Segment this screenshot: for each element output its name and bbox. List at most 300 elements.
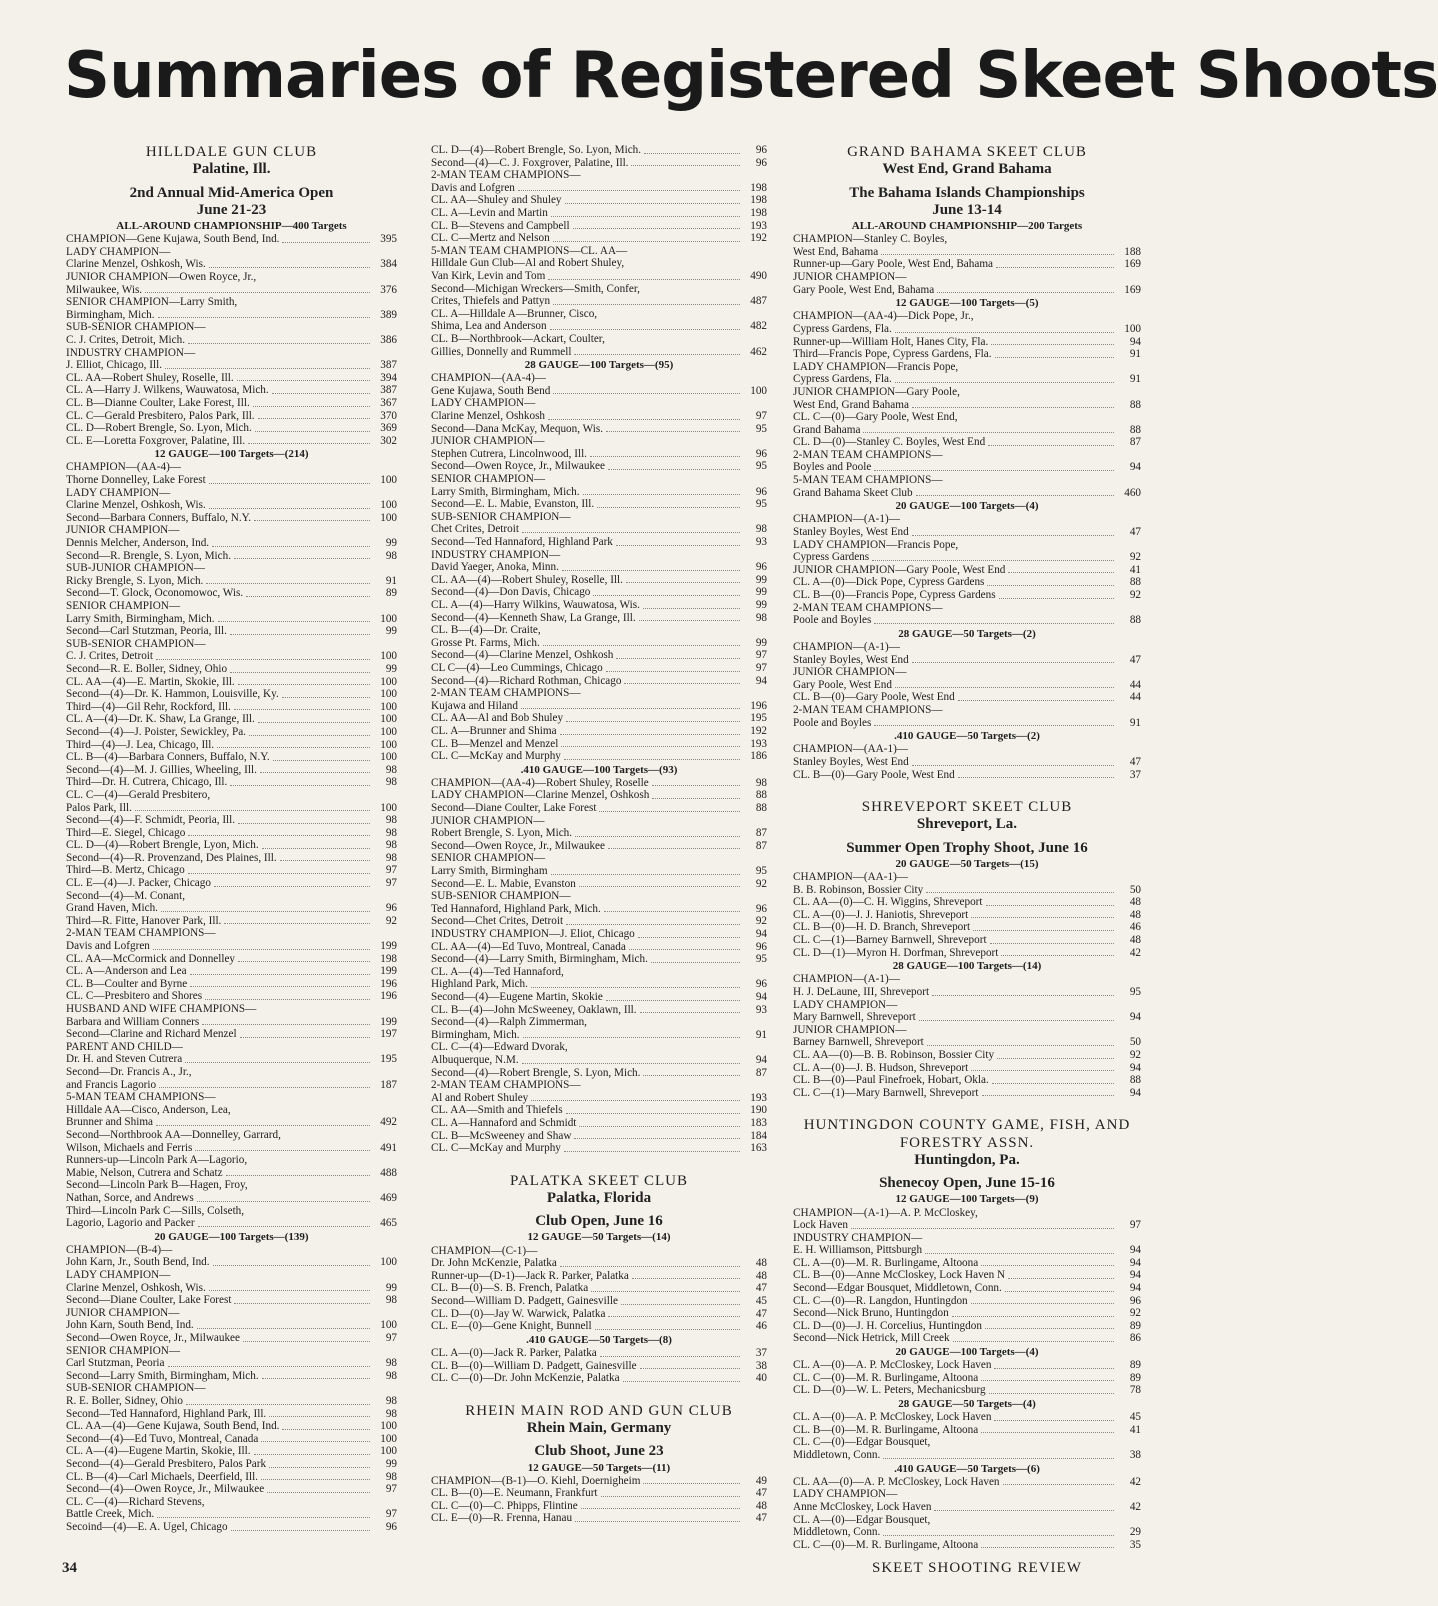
dot-leader	[997, 1058, 1114, 1059]
result-score: 29	[1129, 1526, 1141, 1539]
result-text: Battle Creek, Mich.	[66, 1508, 155, 1521]
result-line	[66, 1179, 397, 1192]
result-line	[66, 1496, 397, 1509]
dot-leader	[643, 608, 740, 609]
dot-leader	[608, 1316, 740, 1317]
result-text: Second—Dr. Francis A., Jr.,	[66, 1065, 192, 1078]
result-score: 465	[380, 1217, 397, 1230]
result-score: 96	[755, 940, 767, 953]
dot-leader	[981, 1432, 1114, 1433]
dot-leader	[874, 725, 1114, 726]
result-text: Second—Nick Hetrick, Mill Creek	[793, 1332, 950, 1345]
result-line	[793, 564, 1141, 577]
result-text: JUNIOR CHAMPION—Gary Poole, West End	[793, 563, 1006, 576]
dot-leader	[981, 1380, 1114, 1381]
result-line	[793, 1526, 1141, 1539]
result-text: CL. B—(0)—Gary Poole, West End	[793, 768, 955, 781]
result-line	[431, 903, 767, 916]
result-text: CL. C—(0)—C. Phipps, Flintine	[431, 1499, 578, 1512]
result-line	[66, 802, 397, 815]
result-text: Second—Owen Royce, Jr., Milwaukee	[431, 839, 605, 852]
result-line	[431, 144, 767, 157]
result-text: CL. B—(4)—Carl Michaels, Deerfield, Ill.	[66, 1470, 259, 1483]
club-name: GRAND BAHAMA SKEET CLUB	[847, 144, 1087, 160]
result-line	[431, 1270, 767, 1283]
dot-leader	[156, 1125, 370, 1126]
result-text: INDUSTRY CHAMPION—	[66, 346, 196, 359]
result-score: 35	[1129, 1538, 1141, 1551]
result-text: C. J. Crites, Detroit, Mich.	[66, 333, 186, 346]
result-text: 2-MAN TEAM CHAMPIONS—	[66, 927, 216, 940]
result-line	[793, 1436, 1141, 1449]
dot-leader	[234, 558, 370, 559]
result-text: CL. D—(4)—Robert Brengle, So. Lyon, Mich.	[431, 144, 642, 156]
result-line	[66, 296, 397, 309]
result-score: 193	[750, 737, 767, 750]
dot-leader	[158, 317, 370, 318]
result-text: Third—E. Siegel, Chicago	[66, 826, 186, 839]
result-score: 92	[385, 914, 397, 927]
result-text: Anne McCloskey, Lock Haven	[793, 1500, 932, 1513]
club-date: June 21-23	[196, 201, 267, 218]
result-line	[793, 1372, 1141, 1385]
result-line	[431, 1487, 767, 1500]
result-score: 302	[380, 434, 397, 447]
result-score: 199	[380, 940, 397, 953]
result-text: Second—T. Glock, Oconomowoc, Wis.	[66, 587, 244, 600]
result-text: CL. AA—Smith and Thiefels	[431, 1104, 563, 1117]
result-text: Second—(4)—M. Conant,	[66, 889, 186, 902]
result-text: Second—(4)—Ralph Zimmerman,	[431, 1016, 587, 1029]
result-text: CL. E—(0)—Gene Knight, Bunnell	[431, 1320, 592, 1333]
result-line	[66, 978, 397, 991]
result-line	[431, 1130, 767, 1143]
result-text: CHAMPION—(A-1)—	[793, 973, 900, 986]
result-score: 188	[1124, 245, 1141, 258]
result-text: David Yaeger, Anoka, Minn.	[431, 561, 559, 574]
result-line	[793, 1449, 1141, 1462]
result-line	[793, 614, 1141, 627]
dot-leader	[639, 620, 740, 621]
result-score: 89	[1129, 1359, 1141, 1372]
result-score: 482	[750, 320, 767, 333]
result-text: Ted Hannaford, Highland Park, Mich.	[431, 902, 601, 915]
result-line	[793, 348, 1141, 361]
result-line	[66, 751, 397, 764]
dot-leader	[238, 961, 370, 962]
result-line	[793, 1476, 1141, 1489]
result-score: 98	[385, 1369, 397, 1382]
dot-leader	[197, 1328, 370, 1329]
result-score: 87	[1129, 436, 1141, 449]
result-line	[431, 1282, 767, 1295]
result-score: 370	[380, 409, 397, 422]
result-score: 98	[755, 611, 767, 624]
result-score: 92	[755, 915, 767, 928]
result-line	[431, 991, 767, 1004]
dot-leader	[987, 585, 1114, 586]
result-text: Stanley Boyles, West End	[793, 755, 909, 768]
result-line	[66, 1332, 397, 1345]
result-score: 163	[750, 1142, 767, 1155]
result-score: 100	[380, 751, 397, 764]
result-text: Second—Ted Hannaford, Highland Park, Ill.	[66, 1407, 267, 1420]
club-event: The Bahama Islands Championships	[849, 184, 1085, 201]
result-text: CHAMPION—(A-1)—	[793, 513, 900, 526]
result-line	[793, 896, 1141, 909]
result-line	[66, 1256, 397, 1269]
result-text: CL. A—(0)—Jack R. Parker, Palatka	[431, 1346, 597, 1359]
club-block	[431, 1403, 767, 1525]
result-line	[793, 539, 1141, 552]
result-line	[793, 386, 1141, 399]
dot-leader	[632, 1278, 740, 1279]
result-text: Second—Diane Coulter, Lake Forest	[66, 1294, 232, 1307]
result-line	[793, 1384, 1141, 1397]
dot-leader	[205, 999, 370, 1000]
dot-leader	[981, 1265, 1114, 1266]
dot-leader	[260, 772, 370, 773]
result-line	[66, 940, 397, 953]
result-line	[66, 1294, 397, 1307]
section-heading: 20 GAUGE—100 Targets—(4)	[895, 500, 1039, 513]
club-name: PALATKA SKEET CLUB	[509, 1172, 689, 1189]
result-line	[66, 663, 397, 676]
result-score: 94	[755, 1053, 767, 1066]
result-line	[431, 675, 767, 688]
result-text: CL. A—Hilldale A—Brunner, Cisco,	[431, 307, 598, 320]
result-line	[66, 334, 397, 347]
result-score: 100	[380, 511, 397, 524]
result-line	[793, 284, 1141, 297]
result-score: 47	[1129, 526, 1141, 539]
dot-leader	[168, 1366, 371, 1367]
result-line	[431, 599, 767, 612]
dot-leader	[927, 1045, 1114, 1046]
result-line	[66, 1028, 397, 1041]
column-2	[431, 144, 767, 1543]
result-line	[66, 271, 397, 284]
result-line	[793, 1232, 1141, 1245]
dot-leader	[273, 760, 370, 761]
result-score: 94	[1129, 1244, 1141, 1257]
result-line	[793, 1049, 1141, 1062]
result-text: Davis and Lofgren	[66, 940, 150, 953]
result-text: CL. B—Northbrook—Ackart, Coulter,	[431, 332, 605, 345]
result-text: CL. A—Harry J. Wilkens, Wauwatosa, Mich.	[66, 384, 269, 397]
result-line	[431, 777, 767, 790]
result-line	[66, 1079, 397, 1092]
result-text: Grand Bahama	[793, 423, 861, 436]
result-text: CL. AA—(0)—A. P. McCloskey, Lock Haven	[793, 1475, 1000, 1488]
dot-leader	[937, 292, 1114, 293]
result-line	[431, 333, 767, 346]
result-line	[793, 336, 1141, 349]
result-line	[66, 688, 397, 701]
result-text: 5-MAN TEAM CHAMPIONS—	[793, 474, 943, 487]
result-line	[66, 1370, 397, 1383]
result-score: 92	[1129, 551, 1141, 564]
result-line	[431, 1079, 767, 1092]
result-text: CL. C—(0)—Dr. John McKenzie, Palatka	[431, 1372, 620, 1385]
result-text: Hilldale AA—Cisco, Anderson, Lea,	[66, 1103, 231, 1116]
result-text: CL. AA—(4)—Robert Shuley, Roselle, Ill.	[431, 573, 623, 586]
result-text: 2-MAN TEAM CHAMPIONS—	[793, 448, 943, 461]
result-text: Runner-up—Gary Poole, West End, Bahama	[793, 258, 994, 271]
result-line	[793, 411, 1141, 424]
result-line	[793, 513, 1141, 526]
result-line	[66, 814, 397, 827]
result-line	[793, 1207, 1141, 1220]
result-line	[793, 1359, 1141, 1372]
result-score: 98	[385, 826, 397, 839]
result-text: CL. C—(1)—Barney Barnwell, Shreveport	[793, 934, 987, 946]
result-line	[66, 435, 397, 448]
section-heading: 28 GAUGE—50 Targets—(4)	[898, 1398, 1036, 1410]
result-line	[66, 1307, 397, 1320]
dot-leader	[190, 986, 370, 987]
dot-leader	[551, 874, 740, 875]
result-score: 460	[1124, 486, 1141, 499]
result-score: 100	[380, 713, 397, 726]
result-line	[793, 1257, 1141, 1270]
result-score: 389	[380, 308, 397, 321]
result-score: 376	[380, 283, 397, 296]
dot-leader	[566, 1113, 740, 1114]
result-line	[431, 372, 767, 385]
result-text: Larry Smith, Birmingham, Mich.	[66, 612, 215, 625]
result-line	[793, 373, 1141, 386]
result-score: 91	[755, 1028, 767, 1041]
result-line	[66, 1319, 397, 1332]
result-line	[431, 1308, 767, 1321]
result-line	[431, 827, 767, 840]
result-score: 94	[1129, 1282, 1141, 1295]
dot-leader	[874, 623, 1114, 624]
result-text: Second—(4)—Larry Smith, Birmingham, Mich.	[431, 953, 648, 966]
result-line	[66, 650, 397, 663]
result-score: 93	[755, 1003, 767, 1016]
result-text: PARENT AND CHILD—	[66, 1040, 183, 1053]
result-score: 98	[385, 1395, 397, 1407]
result-text: Barbara and William Conners	[66, 1015, 200, 1028]
result-text: CL. A—(0)—A. P. McCloskey, Lock Haven	[793, 1411, 992, 1424]
result-line	[431, 966, 767, 979]
result-text: 5-MAN TEAM CHAMPIONS—	[66, 1091, 216, 1104]
dot-leader	[262, 1378, 370, 1379]
dot-leader	[217, 747, 370, 748]
result-text: Birmingham, Mich.	[431, 1028, 520, 1041]
result-score: 88	[1129, 1074, 1141, 1087]
result-score: 44	[1129, 678, 1141, 691]
result-score: 97	[385, 1483, 397, 1496]
result-line	[66, 587, 397, 600]
result-text: Clarine Menzel, Oshkosh, Wis.	[66, 499, 206, 512]
result-score: 92	[1129, 589, 1141, 601]
result-score: 94	[1129, 1086, 1141, 1099]
result-text: Cypress Gardens, Fla.	[793, 322, 892, 335]
dot-leader	[230, 634, 370, 635]
result-text: CL. B—(0)—H. D. Branch, Shreveport	[793, 921, 971, 934]
dot-leader	[261, 1479, 370, 1480]
club-block	[66, 144, 397, 1534]
result-text: Third—(4)—J. Lea, Chicago, Ill.	[66, 738, 215, 751]
result-score: 40	[755, 1372, 767, 1385]
section-heading: 12 GAUGE—100 Targets—(5)	[895, 297, 1039, 310]
dot-leader	[985, 1328, 1114, 1329]
result-score: 95	[755, 460, 767, 473]
dot-leader	[195, 1150, 370, 1151]
dot-leader	[543, 645, 740, 646]
dot-leader	[1008, 1278, 1114, 1279]
result-line	[793, 258, 1141, 271]
result-score: 198	[750, 194, 767, 207]
result-line	[66, 1192, 397, 1205]
result-text: Second—(4)—Gerald Presbitero, Palos Park	[66, 1457, 267, 1470]
result-text: Poole and Boyles	[793, 614, 872, 627]
result-score: 96	[755, 144, 767, 156]
result-score: 462	[750, 345, 767, 358]
result-score: 487	[750, 295, 767, 308]
result-line	[793, 1501, 1141, 1514]
result-line	[66, 890, 397, 903]
result-text: Second—(4)—Clarine Menzel, Oshkosh	[431, 649, 614, 662]
result-line	[66, 1458, 397, 1471]
result-score: 99	[385, 1281, 397, 1294]
result-line	[66, 575, 397, 588]
result-line	[66, 1091, 397, 1104]
result-score: 42	[1129, 946, 1141, 959]
result-line	[66, 1066, 397, 1079]
club-location: West End, Grand Bahama	[882, 161, 1052, 178]
result-line	[793, 1074, 1141, 1087]
dot-leader	[982, 1095, 1115, 1096]
dot-leader	[566, 721, 740, 722]
result-score: 100	[380, 650, 397, 663]
result-text: Ricky Brengle, S. Lyon, Mich.	[66, 574, 204, 587]
dot-leader	[246, 596, 370, 597]
result-line	[431, 1512, 767, 1525]
result-score: 96	[755, 156, 767, 169]
result-text: CL. B—Dianne Coulter, Lake Forest, Ill.	[66, 396, 250, 409]
result-line	[793, 1332, 1141, 1345]
dot-leader	[523, 1037, 740, 1038]
result-text: Third—(4)—Gil Rehr, Rockford, Ill.	[66, 700, 231, 713]
dot-leader	[912, 662, 1114, 663]
club-name: HILLDALE GUN CLUB	[145, 144, 318, 160]
dot-leader	[531, 1100, 740, 1101]
dot-leader	[522, 1063, 740, 1064]
result-line	[793, 1024, 1141, 1037]
result-text: Second—(4)—C. J. Foxgrover, Palatine, Ill.	[431, 156, 629, 169]
result-score: 94	[1129, 1269, 1141, 1282]
result-text: CL. A—(4)—Dr. K. Shaw, La Grange, Ill.	[66, 713, 255, 726]
result-text: CL. D—(0)—Jay W. Warwick, Palatka	[431, 1307, 606, 1320]
dot-leader	[994, 1420, 1114, 1421]
result-score: 386	[380, 333, 397, 346]
result-text: LADY CHAMPION—	[793, 998, 898, 1011]
result-line	[431, 308, 767, 321]
dot-leader	[254, 1454, 370, 1455]
result-score: 94	[1129, 335, 1141, 348]
result-line	[431, 712, 767, 725]
dot-leader	[996, 267, 1114, 268]
result-line	[431, 207, 767, 220]
result-line	[793, 884, 1141, 897]
result-text: Highland Park, Mich.	[431, 978, 528, 991]
result-text: SUB-SENIOR CHAMPION—	[66, 637, 206, 650]
result-text: CL. A—(4)—Harry Wilkins, Wauwatosa, Wis.	[431, 598, 640, 611]
dot-leader	[186, 1404, 370, 1405]
dot-leader	[583, 494, 740, 495]
magazine-name: SKEET SHOOTING REVIEW	[872, 1560, 1082, 1576]
result-score: 488	[380, 1166, 397, 1179]
result-text: Stanley Boyles, West End	[793, 653, 909, 666]
result-score: 196	[380, 990, 397, 1003]
result-text: Hilldale Gun Club—Al and Robert Shuley,	[431, 257, 625, 270]
dot-leader	[565, 203, 740, 204]
result-line	[66, 701, 397, 714]
result-text: Carl Stutzman, Peoria	[66, 1357, 165, 1370]
result-text: CL. B—(0)—Anne McCloskey, Lock Haven N	[793, 1269, 1006, 1282]
section-heading: ALL-AROUND CHAMPIONSHIP—200 Targets	[851, 220, 1083, 232]
dot-leader	[234, 709, 370, 710]
result-text: CHAMPION—(AA-4)—	[66, 461, 181, 474]
result-line	[66, 953, 397, 966]
result-line	[66, 1345, 397, 1358]
result-line	[431, 473, 767, 486]
result-score: 46	[755, 1320, 767, 1333]
dot-leader	[601, 1496, 740, 1497]
result-line	[793, 576, 1141, 589]
dot-leader	[553, 304, 740, 305]
result-line	[66, 512, 397, 525]
result-text: Clarine Menzel, Oshkosh, Wis.	[66, 1281, 206, 1294]
result-text: Dennis Melcher, Anderson, Ind.	[66, 537, 210, 550]
result-line	[431, 1104, 767, 1117]
result-score: 88	[1129, 576, 1141, 589]
result-line	[431, 245, 767, 258]
result-score: 190	[750, 1104, 767, 1117]
dot-leader	[262, 848, 370, 849]
result-text: Cypress Gardens	[793, 551, 870, 564]
result-score: 97	[385, 1332, 397, 1345]
result-text: CL. C—(0)—M. R. Burlingame, Altoona	[793, 1538, 979, 1551]
result-score: 99	[385, 1457, 397, 1470]
result-text: CHAMPION—(AA-4)—Robert Shuley, Roselle	[431, 776, 649, 789]
result-score: 89	[1129, 1319, 1141, 1332]
result-text: Second—Carl Stutzman, Peoria, Ill.	[66, 625, 227, 638]
result-score: 100	[380, 1256, 397, 1269]
result-text: Larry Smith, Birmingham	[431, 865, 548, 878]
result-line	[793, 1295, 1141, 1308]
result-line	[66, 1521, 397, 1534]
result-line	[793, 1488, 1141, 1501]
result-text: CL. B—(0)—Francis Pope, Cypress Gardens	[793, 589, 996, 601]
result-line	[431, 169, 767, 182]
result-line	[793, 769, 1141, 782]
result-text: LADY CHAMPION—Francis Pope,	[793, 538, 959, 551]
result-score: 97	[755, 410, 767, 423]
result-score: 96	[385, 902, 397, 915]
result-line	[66, 1420, 397, 1433]
result-line	[66, 638, 397, 651]
dot-leader	[971, 1070, 1114, 1071]
result-score: 88	[755, 802, 767, 815]
result-text: CL. A—Levin and Martin	[431, 206, 548, 219]
result-text: CL. A—(0)—J. B. Hudson, Shreveport	[793, 1061, 969, 1074]
club-location: Shreveport, La.	[916, 816, 1018, 833]
